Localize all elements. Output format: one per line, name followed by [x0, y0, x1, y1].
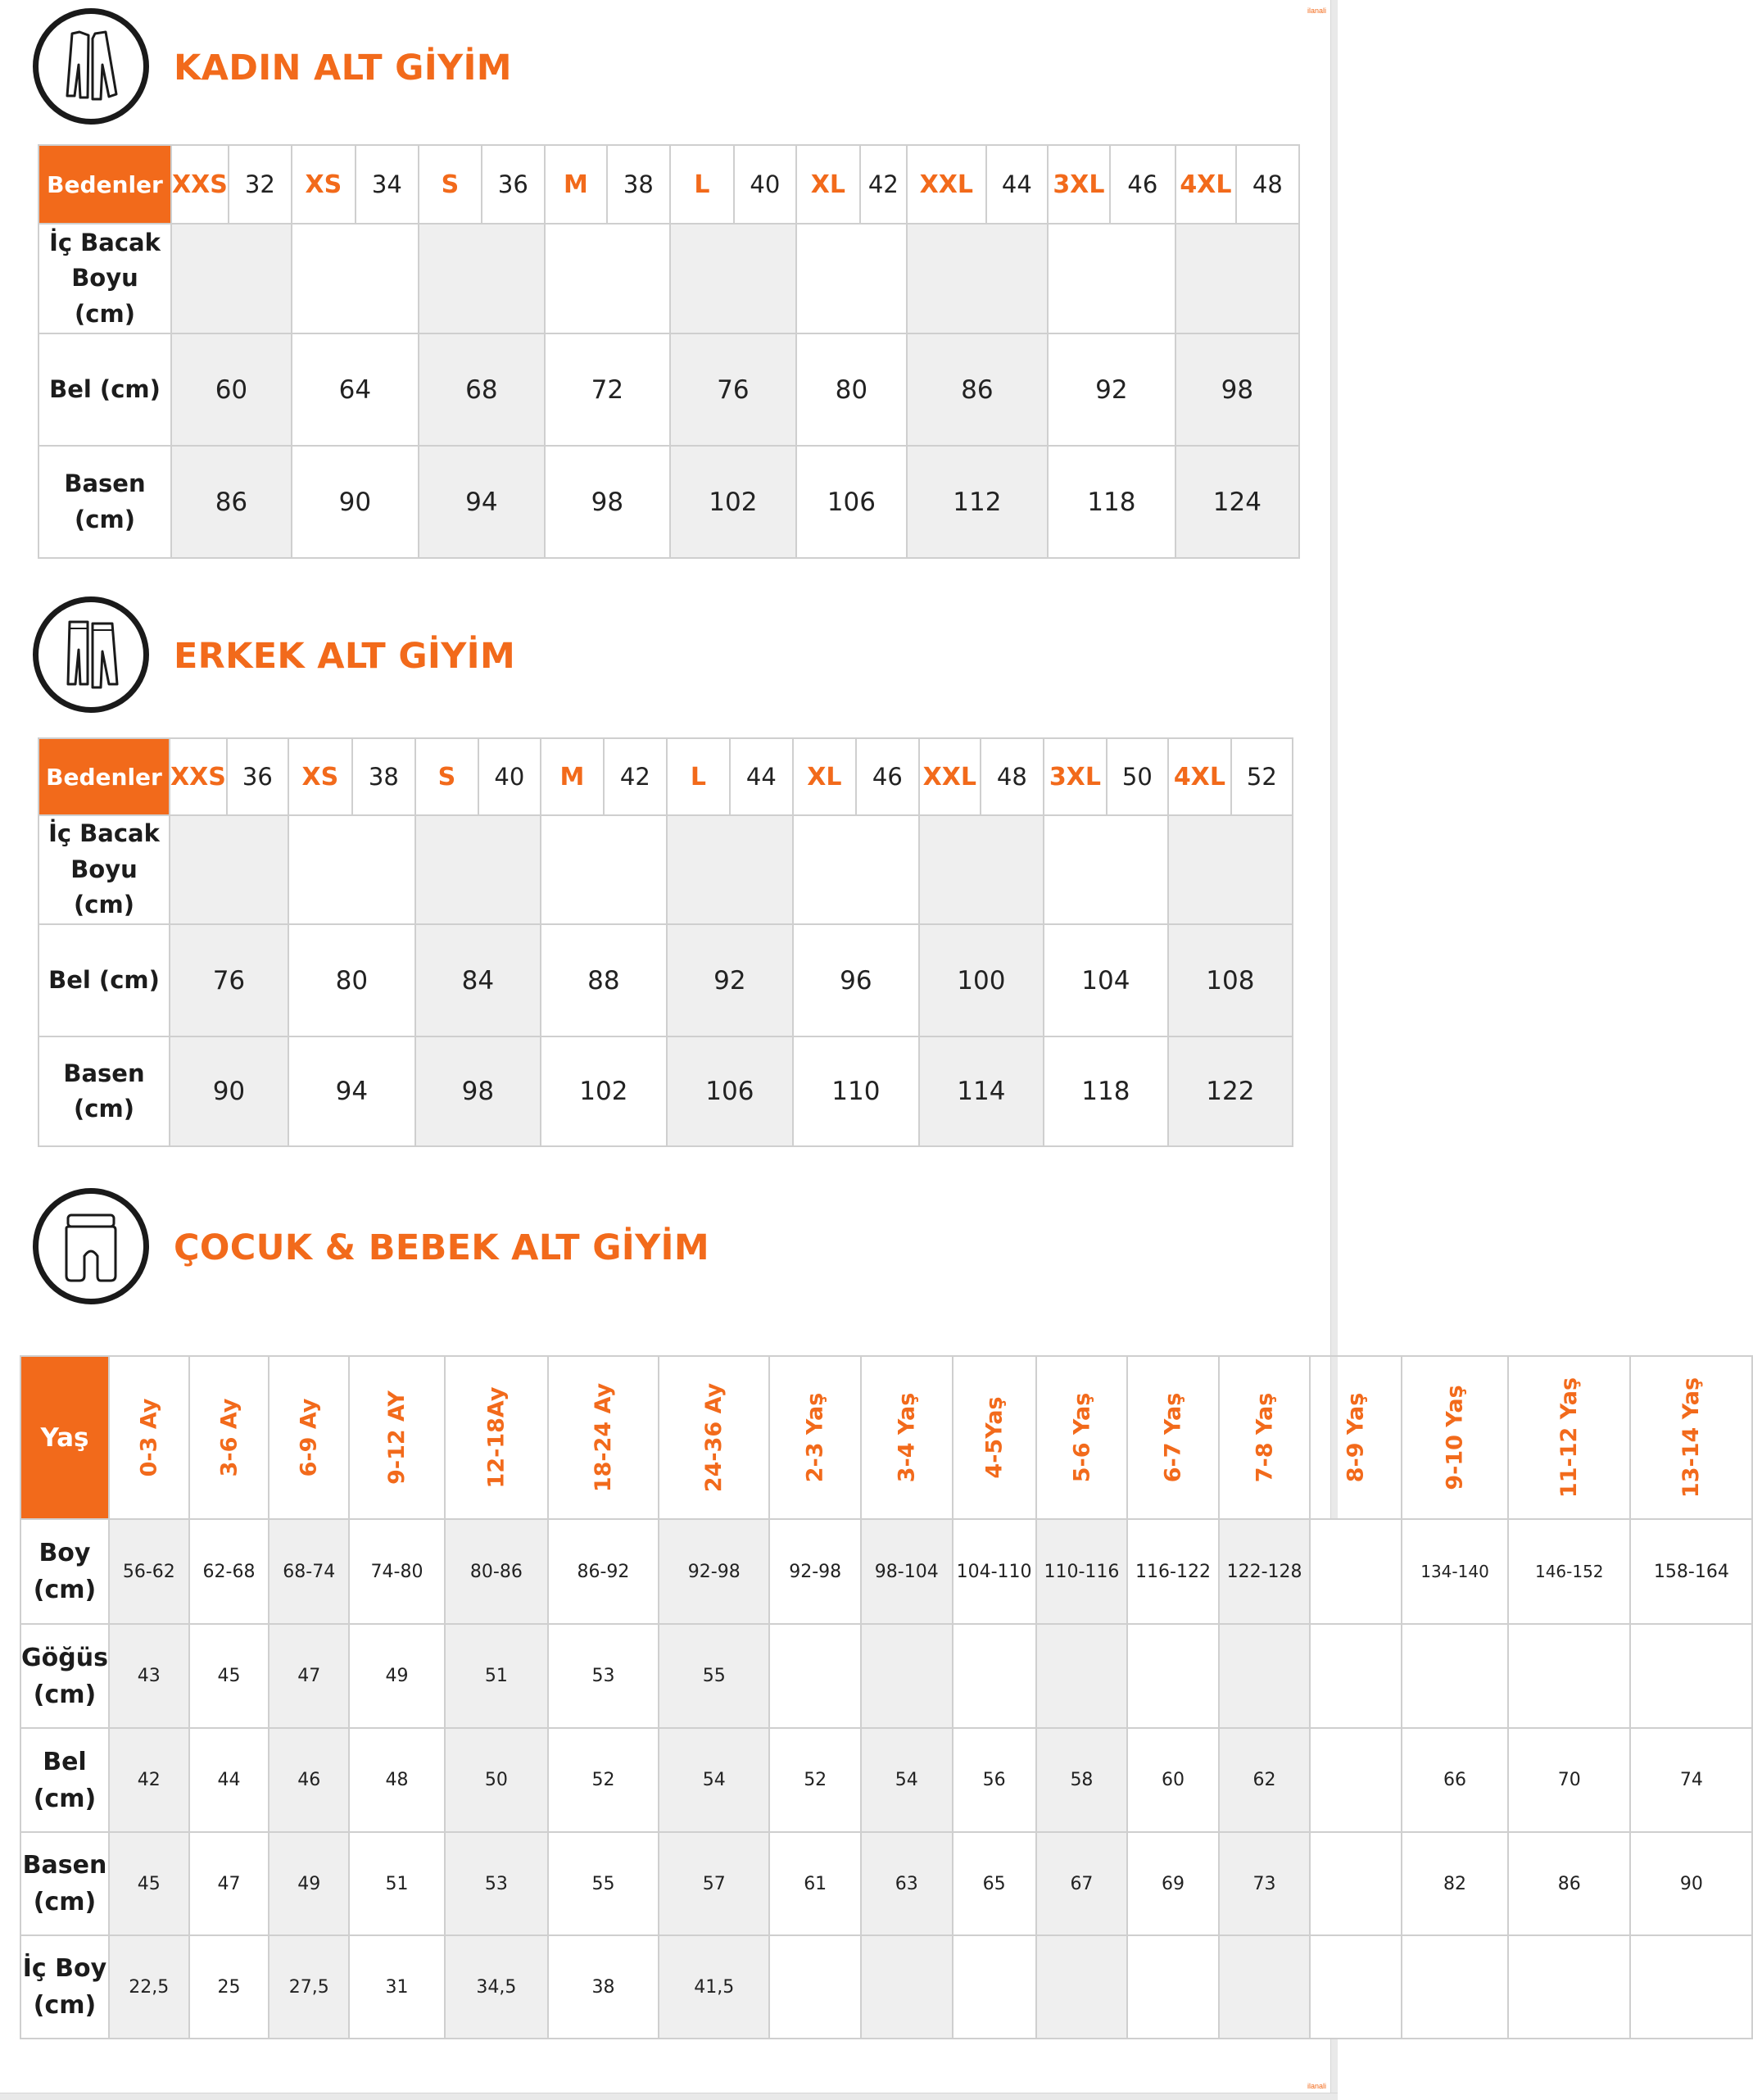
value-cell: 80	[796, 333, 907, 446]
row-label: Boy (cm)	[20, 1519, 109, 1624]
value-cell: 134-140	[1402, 1519, 1508, 1624]
value-cell: 27,5	[269, 1935, 349, 2039]
size-cell: M	[545, 145, 607, 224]
corner-mark-bottom: ilanali	[1307, 2082, 1326, 2090]
row-label: Basen (cm)	[39, 1036, 170, 1146]
size-cell: XL	[796, 145, 860, 224]
age-label: 13-14 Yaş	[1678, 1377, 1705, 1499]
value-cell	[1044, 815, 1168, 924]
size-number-cell: 46	[856, 738, 919, 815]
size-number-cell: 40	[478, 738, 541, 815]
value-cell: 45	[189, 1624, 270, 1728]
value-cell: 92	[667, 924, 793, 1036]
value-cell	[861, 1624, 953, 1728]
value-cell: 74	[1630, 1728, 1752, 1832]
age-label: 24-36 Ay	[701, 1382, 727, 1493]
size-cell: 4XL	[1168, 738, 1231, 815]
value-cell: 52	[769, 1728, 861, 1832]
value-cell	[769, 1624, 861, 1728]
women-size-row	[39, 145, 1299, 224]
value-cell	[1175, 224, 1299, 333]
age-label: 6-9 Ay	[296, 1398, 322, 1477]
row-label: Bel (cm)	[39, 924, 170, 1036]
row-label: Basen (cm)	[39, 446, 171, 558]
baby-pants-icon	[33, 1188, 149, 1304]
value-cell: 55	[548, 1832, 659, 1935]
size-number-cell: 42	[604, 738, 667, 815]
value-cell: 76	[170, 924, 288, 1036]
value-cell: 98	[545, 446, 670, 558]
value-cell	[1048, 224, 1175, 333]
age-cell	[1036, 1356, 1128, 1519]
size-cell: M	[541, 738, 604, 815]
value-cell	[919, 815, 1044, 924]
value-cell	[769, 1935, 861, 2039]
women-section-header	[33, 8, 852, 133]
age-label: 0-3 Ay	[136, 1398, 162, 1477]
value-cell: 49	[269, 1832, 349, 1935]
age-cell	[1127, 1356, 1219, 1519]
size-cell: 3XL	[1044, 738, 1107, 815]
value-cell: 70	[1508, 1728, 1630, 1832]
value-cell: 86	[171, 446, 292, 558]
value-cell: 104-110	[953, 1519, 1036, 1624]
women-size-table	[38, 144, 1300, 559]
value-cell: 98	[1175, 333, 1299, 446]
value-cell: 47	[189, 1832, 270, 1935]
value-cell: 112	[907, 446, 1048, 558]
age-cell	[1402, 1356, 1508, 1519]
kids-row-height	[20, 1519, 1752, 1624]
value-cell: 74-80	[349, 1519, 445, 1624]
value-cell: 44	[189, 1728, 270, 1832]
age-label: 2-3 Yaş	[802, 1392, 828, 1483]
value-cell	[793, 815, 919, 924]
men-row-inseam	[39, 815, 1293, 924]
value-cell: 124	[1175, 446, 1299, 558]
value-cell	[545, 224, 670, 333]
kids-row-inseam	[20, 1935, 1752, 2039]
value-cell: 34,5	[445, 1935, 548, 2039]
value-cell	[1127, 1935, 1219, 2039]
page-edge-bottom	[0, 2093, 1338, 2100]
size-cell: XXS	[170, 738, 227, 815]
value-cell: 100	[919, 924, 1044, 1036]
value-cell: 86	[1508, 1832, 1630, 1935]
value-cell: 104	[1044, 924, 1168, 1036]
value-cell	[1036, 1624, 1128, 1728]
value-cell: 56	[953, 1728, 1036, 1832]
value-cell	[292, 224, 419, 333]
value-cell	[953, 1935, 1036, 2039]
age-cell	[445, 1356, 548, 1519]
value-cell: 51	[349, 1832, 445, 1935]
age-label: 6-7 Yaş	[1160, 1392, 1186, 1483]
value-cell: 76	[670, 333, 796, 446]
value-cell: 41,5	[659, 1935, 769, 2039]
size-cell: XXL	[919, 738, 981, 815]
value-cell: 64	[292, 333, 419, 446]
value-cell: 61	[769, 1832, 861, 1935]
row-label: Bel (cm)	[20, 1728, 109, 1832]
value-cell	[1036, 1935, 1128, 2039]
row-label: Göğüs (cm)	[20, 1624, 109, 1728]
value-cell	[1402, 1935, 1508, 2039]
value-cell: 80-86	[445, 1519, 548, 1624]
size-number-cell: 36	[482, 145, 545, 224]
value-cell: 106	[796, 446, 907, 558]
value-cell	[288, 815, 415, 924]
kids-age-row	[20, 1356, 1752, 1519]
size-number-cell: 44	[730, 738, 793, 815]
value-cell: 73	[1219, 1832, 1311, 1935]
value-cell: 56-62	[109, 1519, 189, 1624]
value-cell: 69	[1127, 1832, 1219, 1935]
size-number-cell: 44	[986, 145, 1048, 224]
men-header-cell: Bedenler	[39, 738, 170, 815]
value-cell	[1310, 1935, 1402, 2039]
value-cell	[907, 224, 1048, 333]
value-cell: 84	[415, 924, 541, 1036]
value-cell: 67	[1036, 1832, 1128, 1935]
size-number-cell: 50	[1107, 738, 1168, 815]
size-cell: S	[419, 145, 482, 224]
value-cell: 68	[419, 333, 545, 446]
value-cell: 53	[445, 1832, 548, 1935]
kids-size-table	[20, 1355, 1753, 2039]
size-number-cell: 48	[981, 738, 1044, 815]
value-cell	[670, 224, 796, 333]
value-cell	[1508, 1624, 1630, 1728]
value-cell: 118	[1048, 446, 1175, 558]
size-cell: 4XL	[1175, 145, 1236, 224]
value-cell: 96	[793, 924, 919, 1036]
value-cell	[1127, 1624, 1219, 1728]
value-cell	[170, 815, 288, 924]
value-cell: 94	[419, 446, 545, 558]
value-cell: 22,5	[109, 1935, 189, 2039]
value-cell: 53	[548, 1624, 659, 1728]
women-row-waist	[39, 333, 1299, 446]
age-cell	[953, 1356, 1036, 1519]
age-label: 12-18Ay	[483, 1386, 510, 1489]
value-cell: 68-74	[269, 1519, 349, 1624]
value-cell	[1310, 1519, 1402, 1624]
size-number-cell: 38	[352, 738, 415, 815]
size-cell: 3XL	[1048, 145, 1110, 224]
value-cell: 116-122	[1127, 1519, 1219, 1624]
value-cell	[419, 224, 545, 333]
value-cell	[953, 1624, 1036, 1728]
value-cell: 110	[793, 1036, 919, 1146]
age-cell	[548, 1356, 659, 1519]
age-cell	[1219, 1356, 1311, 1519]
row-label: Basen (cm)	[20, 1832, 109, 1935]
size-number-cell: 46	[1110, 145, 1175, 224]
value-cell	[861, 1935, 953, 2039]
size-cell: XXL	[907, 145, 986, 224]
age-cell	[109, 1356, 189, 1519]
value-cell: 80	[288, 924, 415, 1036]
value-cell: 90	[292, 446, 419, 558]
men-row-waist	[39, 924, 1293, 1036]
value-cell: 38	[548, 1935, 659, 2039]
value-cell	[1630, 1624, 1752, 1728]
value-cell: 62-68	[189, 1519, 270, 1624]
size-number-cell: 48	[1236, 145, 1299, 224]
value-cell: 65	[953, 1832, 1036, 1935]
value-cell: 86	[907, 333, 1048, 446]
age-label: 8-9 Yaş	[1343, 1392, 1369, 1483]
value-cell: 102	[541, 1036, 667, 1146]
age-label: 11-12 Yaş	[1556, 1377, 1583, 1499]
value-cell	[1310, 1832, 1402, 1935]
value-cell: 158-164	[1630, 1519, 1752, 1624]
row-label: Bel (cm)	[39, 333, 171, 446]
size-cell: S	[415, 738, 478, 815]
size-number-cell: 32	[229, 145, 292, 224]
value-cell	[796, 224, 907, 333]
value-cell: 47	[269, 1624, 349, 1728]
age-cell	[1508, 1356, 1630, 1519]
men-section-header	[33, 596, 852, 721]
value-cell: 122	[1168, 1036, 1293, 1146]
age-cell	[1310, 1356, 1402, 1519]
kids-row-waist	[20, 1728, 1752, 1832]
age-label: 3-4 Yaş	[894, 1392, 920, 1483]
size-number-cell: 36	[227, 738, 288, 815]
value-cell: 90	[170, 1036, 288, 1146]
age-cell	[861, 1356, 953, 1519]
size-number-cell: 42	[860, 145, 907, 224]
age-label: 7-8 Yaş	[1252, 1392, 1278, 1483]
age-cell	[189, 1356, 270, 1519]
value-cell: 62	[1219, 1728, 1311, 1832]
value-cell: 122-128	[1219, 1519, 1311, 1624]
age-cell	[659, 1356, 769, 1519]
value-cell: 98-104	[861, 1519, 953, 1624]
corner-mark-top: ilanali	[1307, 7, 1326, 15]
value-cell: 86-92	[548, 1519, 659, 1624]
value-cell: 46	[269, 1728, 349, 1832]
size-cell: L	[670, 145, 734, 224]
women-header-cell: Bedenler	[39, 145, 171, 224]
value-cell: 66	[1402, 1728, 1508, 1832]
women-row-inseam	[39, 224, 1299, 333]
value-cell: 52	[548, 1728, 659, 1832]
age-label: 9-10 Yaş	[1442, 1385, 1468, 1490]
value-cell: 45	[109, 1832, 189, 1935]
value-cell: 54	[659, 1728, 769, 1832]
value-cell	[1310, 1624, 1402, 1728]
size-cell: XL	[793, 738, 856, 815]
value-cell: 118	[1044, 1036, 1168, 1146]
value-cell: 31	[349, 1935, 445, 2039]
women-section-title: KADIN ALT GİYİM	[174, 48, 512, 88]
value-cell	[415, 815, 541, 924]
value-cell: 48	[349, 1728, 445, 1832]
value-cell: 92-98	[769, 1519, 861, 1624]
row-label: İç Boy (cm)	[20, 1935, 109, 2039]
value-cell: 42	[109, 1728, 189, 1832]
value-cell: 63	[861, 1832, 953, 1935]
size-number-cell: 34	[356, 145, 419, 224]
value-cell	[1508, 1935, 1630, 2039]
row-label: İç Bacak Boyu (cm)	[39, 815, 170, 924]
row-label: İç Bacak Boyu (cm)	[39, 224, 171, 333]
trousers-pair-icon	[33, 8, 149, 125]
value-cell: 106	[667, 1036, 793, 1146]
age-label: 4-5Yaş	[981, 1396, 1008, 1479]
value-cell: 98	[415, 1036, 541, 1146]
age-label: 5-6 Yaş	[1068, 1392, 1094, 1483]
kids-header-cell: Yaş	[20, 1356, 109, 1519]
value-cell	[1402, 1624, 1508, 1728]
value-cell: 50	[445, 1728, 548, 1832]
value-cell: 88	[541, 924, 667, 1036]
value-cell	[667, 815, 793, 924]
size-cell: XXS	[171, 145, 229, 224]
men-size-table	[38, 737, 1293, 1147]
value-cell: 82	[1402, 1832, 1508, 1935]
value-cell: 55	[659, 1624, 769, 1728]
value-cell	[1630, 1935, 1752, 2039]
value-cell: 54	[861, 1728, 953, 1832]
value-cell: 51	[445, 1624, 548, 1728]
age-cell	[769, 1356, 861, 1519]
value-cell	[1168, 815, 1293, 924]
value-cell: 92	[1048, 333, 1175, 446]
kids-row-hip	[20, 1832, 1752, 1935]
value-cell: 92-98	[659, 1519, 769, 1624]
value-cell: 58	[1036, 1728, 1128, 1832]
age-cell	[1630, 1356, 1752, 1519]
value-cell	[1219, 1935, 1311, 2039]
men-size-row	[39, 738, 1293, 815]
size-number-cell: 40	[734, 145, 796, 224]
age-label: 9-12 AY	[384, 1390, 410, 1485]
value-cell	[541, 815, 667, 924]
value-cell: 94	[288, 1036, 415, 1146]
size-cell: L	[667, 738, 730, 815]
men-section-title: ERKEK ALT GİYİM	[174, 636, 516, 677]
value-cell: 108	[1168, 924, 1293, 1036]
women-row-hip	[39, 446, 1299, 558]
value-cell: 43	[109, 1624, 189, 1728]
value-cell: 49	[349, 1624, 445, 1728]
age-label: 18-24 Ay	[590, 1382, 616, 1493]
value-cell: 60	[171, 333, 292, 446]
value-cell: 146-152	[1508, 1519, 1630, 1624]
men-row-hip	[39, 1036, 1293, 1146]
size-cell: XS	[288, 738, 352, 815]
value-cell: 90	[1630, 1832, 1752, 1935]
age-cell	[269, 1356, 349, 1519]
size-number-cell: 52	[1231, 738, 1293, 815]
value-cell: 114	[919, 1036, 1044, 1146]
value-cell: 57	[659, 1832, 769, 1935]
age-label: 3-6 Ay	[216, 1398, 242, 1477]
age-cell	[349, 1356, 445, 1519]
value-cell: 25	[189, 1935, 270, 2039]
value-cell: 110-116	[1036, 1519, 1128, 1624]
value-cell	[1310, 1728, 1402, 1832]
kids-section-title: ÇOCUK & BEBEK ALT GİYİM	[174, 1227, 709, 1268]
size-cell: XS	[292, 145, 356, 224]
size-number-cell: 38	[607, 145, 670, 224]
value-cell	[1219, 1624, 1311, 1728]
kids-row-chest	[20, 1624, 1752, 1728]
value-cell: 102	[670, 446, 796, 558]
kids-section-header	[33, 1188, 852, 1313]
value-cell: 60	[1127, 1728, 1219, 1832]
value-cell	[171, 224, 292, 333]
trousers-pair-icon	[33, 596, 149, 713]
value-cell: 72	[545, 333, 670, 446]
